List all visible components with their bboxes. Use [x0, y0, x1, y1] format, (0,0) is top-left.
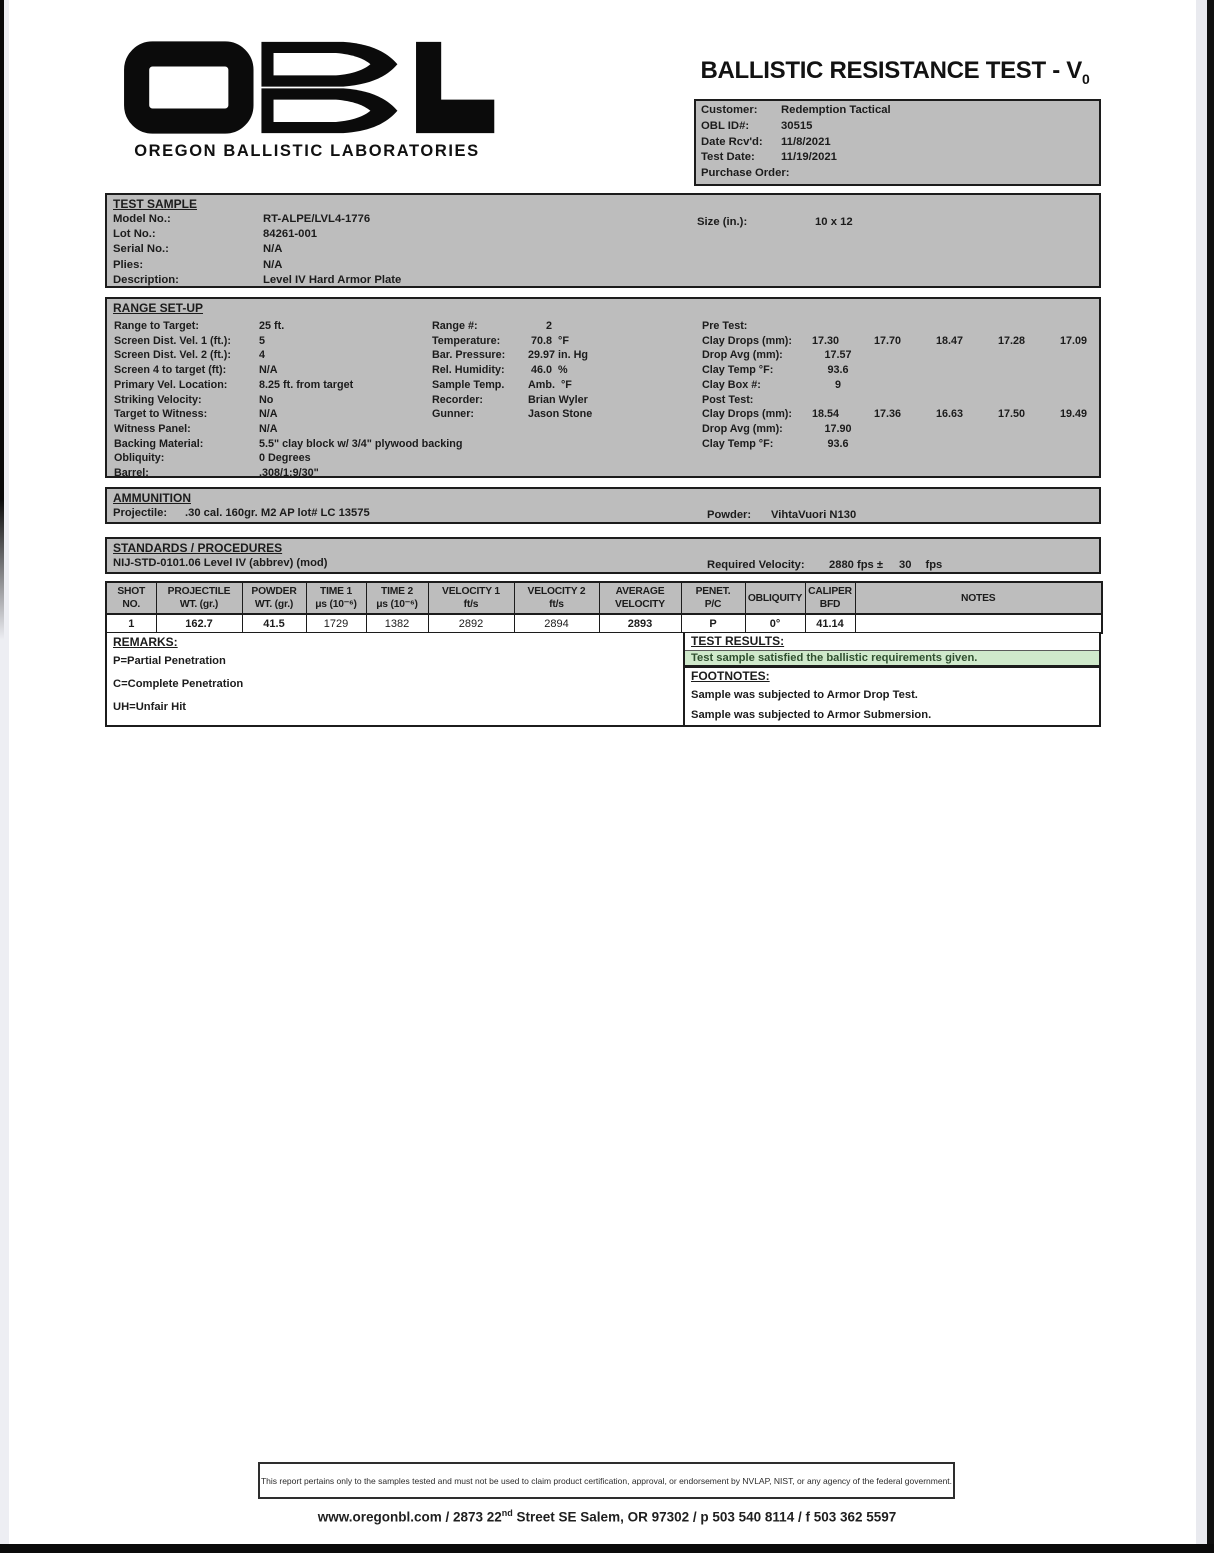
post-test-drop-avg: [702, 422, 1122, 437]
field-value: 30515: [781, 119, 813, 132]
field-value: 8.25 ft. from target: [259, 378, 354, 391]
col-caliper-bfd: CALIPER BFD: [805, 582, 855, 614]
field-value: Level IV Hard Armor Plate: [263, 273, 402, 286]
required-velocity-field: [707, 559, 942, 571]
field-value: 29.97 in. Hg: [528, 349, 589, 362]
field-row: [114, 407, 462, 422]
field-value: 9: [834, 378, 841, 391]
field-value: 93.6: [827, 437, 849, 450]
footnote-line: Sample was subjected to Armor Drop Test.: [691, 689, 918, 701]
field-label: Test Date:: [701, 151, 755, 164]
info-row-purchase-order: [701, 166, 1094, 182]
field-value: Brian Wyler: [528, 393, 588, 406]
info-row-customer: [701, 103, 1094, 119]
field-row: [432, 334, 592, 349]
col-velocity2: VELOCITY 2 ft/s: [514, 582, 599, 614]
field-value: 93.6: [827, 364, 849, 377]
col-notes: NOTES: [855, 582, 1102, 614]
field-value: 0 Degrees: [259, 452, 311, 465]
field-label: Primary Vel. Location:: [114, 378, 228, 391]
field-label: Witness Panel:: [114, 422, 191, 435]
disclaimer-box: [258, 1462, 955, 1499]
clay-drop-value: 16.63: [936, 408, 964, 421]
cell-projectile-wt: 162.7: [156, 614, 242, 633]
info-row-test-date: [701, 150, 1094, 166]
post-test-title: Post Test:: [702, 393, 754, 406]
address-text: www.oregonbl.com / 2873 22: [317, 1509, 502, 1525]
clay-drop-value: 17.50: [998, 408, 1026, 421]
field-label: Description:: [113, 273, 179, 286]
field-label: Recorder:: [432, 393, 484, 406]
clay-drop-value: 18.54: [812, 408, 840, 421]
info-row-date-rcvd: [701, 135, 1094, 151]
field-label: Screen 4 to target (ft):: [114, 364, 227, 377]
field-label: Clay Temp °F:: [702, 437, 774, 450]
field-row: [432, 319, 592, 334]
field-label: Bar. Pressure:: [432, 349, 506, 362]
field-row: [114, 422, 462, 437]
field-label: Clay Temp °F:: [702, 364, 774, 377]
field-value: Amb. °F: [528, 378, 572, 391]
field-value: 4: [259, 349, 266, 362]
field-value: No: [259, 393, 274, 406]
field-row: [113, 258, 1093, 273]
field-row: [113, 273, 1093, 288]
field-label: Required Velocity:: [707, 559, 805, 571]
field-label: Backing Material:: [114, 437, 204, 450]
range-setup-section: [105, 297, 1101, 478]
test-result-highlight: Test sample satisfied the ballistic requirements given.: [685, 650, 1099, 668]
field-value: N/A: [259, 422, 278, 435]
field-label: Rel. Humidity:: [432, 364, 505, 377]
cell-powder-wt: 41.5: [242, 614, 306, 633]
field-row: [114, 378, 462, 393]
field-label: OBL ID#:: [701, 119, 750, 132]
clay-drop-value: 17.30: [812, 334, 840, 347]
customer-info-box: [694, 99, 1101, 186]
pre-test-clay-temp: [702, 363, 1122, 378]
tolerance-value: 30: [899, 559, 912, 571]
test-results-panel: [685, 633, 1099, 725]
field-value: 11/19/2021: [781, 151, 837, 164]
obl-logo-block: [118, 40, 503, 161]
field-label: Clay Drops (mm):: [702, 334, 792, 347]
field-row: [113, 212, 1093, 227]
field-value: 84261-001: [263, 228, 318, 241]
cell-caliper-bfd: 41.14: [805, 614, 855, 633]
range-setup-right-column: [702, 319, 1122, 451]
powder-field: [707, 509, 856, 521]
field-label: Powder:: [707, 509, 752, 521]
col-time2: TIME 2 μs (10⁻⁶): [366, 582, 428, 614]
field-value: 46.0 %: [528, 364, 568, 377]
col-obliquity: OBLIQUITY: [745, 582, 805, 614]
field-value: 11/8/2021: [781, 135, 831, 148]
field-label: Screen Dist. Vel. 2 (ft.):: [114, 349, 231, 362]
field-row: [114, 393, 462, 408]
field-label: Purchase Order:: [701, 167, 790, 180]
field-label: Drop Avg (mm):: [702, 422, 783, 435]
field-value: Jason Stone: [528, 408, 593, 421]
field-value: 2: [528, 320, 553, 332]
field-row: [114, 319, 462, 334]
info-row-obl-id: [701, 119, 1094, 135]
field-value: 70.8 °F: [528, 334, 569, 347]
remarks-header: REMARKS:: [113, 635, 178, 649]
footnote-line: Sample was subjected to Armor Submersion.: [691, 709, 932, 721]
test-sample-section: [105, 193, 1101, 288]
cell-velocity1: 2892: [428, 614, 514, 633]
page-title: [660, 57, 1130, 87]
cell-time1: 1729: [306, 614, 366, 633]
field-row: [114, 363, 462, 378]
field-label: Clay Drops (mm):: [702, 408, 792, 421]
field-value: 10 x 12: [815, 216, 853, 228]
projectile-field: [113, 506, 1093, 521]
results-block: [105, 581, 1101, 727]
scan-edge-left-black: [0, 0, 4, 640]
clay-drop-value: 17.36: [874, 408, 902, 421]
pre-test-clay-drops: [702, 334, 1122, 349]
cell-shot-no: 1: [106, 614, 156, 633]
clay-drop-value: 18.47: [936, 334, 964, 347]
clay-drop-value: 19.49: [1060, 408, 1088, 421]
field-row: [432, 363, 592, 378]
field-label: Obliquity:: [114, 452, 165, 465]
remarks-line: C=Complete Penetration: [113, 678, 244, 690]
field-row: [113, 242, 1093, 257]
field-label: Model No.:: [113, 213, 171, 225]
field-row: [113, 227, 1093, 242]
field-value: N/A: [263, 258, 283, 271]
field-label: Projectile:: [113, 507, 168, 519]
field-value: 17.90: [824, 422, 852, 435]
field-value: N/A: [259, 364, 278, 377]
field-row: [432, 407, 592, 422]
cell-avg-velocity: 2893: [599, 614, 681, 633]
field-row: [114, 334, 462, 349]
section-header: STANDARDS / PROCEDURES: [113, 541, 283, 555]
field-label: Range to Target:: [114, 320, 199, 332]
pre-test-drop-avg: [702, 348, 1122, 363]
footer-address: [0, 1508, 1214, 1525]
field-row: [432, 348, 592, 363]
field-value: N/A: [263, 243, 283, 256]
field-label: Striking Velocity:: [114, 393, 202, 406]
field-value: VihtaVuori N130: [771, 509, 857, 521]
cell-notes: [855, 614, 1102, 633]
field-value: N/A: [259, 408, 278, 421]
shot-table-data-row: [106, 614, 1102, 633]
col-time1: TIME 1 μs (10⁻⁶): [306, 582, 366, 614]
post-test-clay-temp: [702, 437, 1122, 452]
field-value: 5: [259, 334, 266, 347]
remarks-line: P=Partial Penetration: [113, 655, 226, 667]
range-setup-left-column: [114, 319, 462, 481]
standards-section: [105, 537, 1101, 574]
page-title-text: BALLISTIC RESISTANCE TEST - V: [700, 57, 1083, 84]
remarks-panel: [107, 633, 685, 725]
remarks-line: UH=Unfair Hit: [113, 701, 187, 713]
clay-drop-value: 17.09: [1060, 334, 1088, 347]
field-label: Drop Avg (mm):: [702, 349, 783, 362]
field-label: Temperature:: [432, 334, 501, 347]
page-title-subscript: 0: [1082, 70, 1090, 87]
clay-drop-value: 17.70: [874, 334, 902, 347]
shot-table: [105, 581, 1103, 634]
ammunition-section: [105, 487, 1101, 524]
field-row: [432, 378, 592, 393]
field-value: Redemption Tactical: [781, 104, 891, 116]
pre-test-clay-box: [702, 378, 1122, 393]
post-test-clay-drops: [702, 407, 1122, 422]
field-value: 17.57: [824, 349, 852, 362]
shot-table-header-row: [106, 582, 1102, 614]
field-label: Screen Dist. Vel. 1 (ft.):: [114, 334, 231, 347]
field-label: Size (in.):: [697, 216, 748, 228]
col-shot-no: SHOT NO.: [106, 582, 156, 614]
section-header: TEST SAMPLE: [113, 197, 198, 211]
field-label: Gunner:: [432, 408, 474, 421]
col-avg-velocity: AVERAGE VELOCITY: [599, 582, 681, 614]
logo-caption: OREGON BALLISTIC LABORATORIES: [134, 142, 480, 160]
field-value: .308/1:9/30": [259, 467, 319, 480]
clay-drop-value: 17.28: [998, 334, 1026, 347]
section-header: AMMUNITION: [113, 491, 191, 505]
procedure-value: NIJ-STD-0101.06 Level IV (abbrev) (mod): [113, 557, 328, 569]
col-velocity1: VELOCITY 1 ft/s: [428, 582, 514, 614]
field-row: [114, 451, 462, 466]
field-label: Clay Box #:: [702, 378, 761, 391]
field-row: [114, 348, 462, 363]
cell-time2: 1382: [366, 614, 428, 633]
scan-edge-bottom-black: [0, 1544, 1214, 1553]
obl-logo-icon: [118, 40, 498, 135]
test-results-header: TEST RESULTS:: [691, 634, 785, 648]
pre-test-title: Pre Test:: [702, 320, 748, 332]
field-label: Customer:: [701, 104, 758, 116]
field-label: Target to Witness:: [114, 408, 208, 421]
cell-obliquity: 0°: [745, 614, 805, 633]
size-field: [697, 216, 853, 228]
field-label: Date Rcv'd:: [701, 135, 763, 148]
field-value: 2880 fps ±: [829, 559, 884, 571]
field-value: 5.5" clay block w/ 3/4" plywood backing: [259, 437, 463, 450]
field-label: Range #:: [432, 320, 478, 332]
col-powder-wt: POWDER WT. (gr.): [242, 582, 306, 614]
field-row: [114, 437, 462, 452]
field-value: RT-ALPE/LVL4-1776: [263, 213, 371, 225]
field-label: Serial No.:: [113, 243, 169, 256]
scan-edge-right-black: [1207, 0, 1214, 1553]
tolerance-unit: fps: [925, 559, 943, 571]
remarks-results-area: [105, 633, 1101, 727]
address-text: Street SE Salem, OR 97302 / p 503 540 8114 / f 503 362 5597: [512, 1509, 897, 1525]
address-superscript: nd: [501, 1508, 513, 1518]
field-row: [432, 393, 592, 408]
range-setup-middle-column: [432, 319, 592, 422]
section-header: RANGE SET-UP: [113, 301, 204, 315]
footnotes-header: FOOTNOTES:: [691, 669, 770, 683]
col-penet: PENET. P/C: [681, 582, 745, 614]
field-label: Lot No.:: [113, 228, 156, 241]
field-value: .30 cal. 160gr. M2 AP lot# LC 13575: [185, 507, 370, 519]
col-projectile-wt: PROJECTILE WT. (gr.): [156, 582, 242, 614]
field-label: Barrel:: [114, 467, 149, 480]
cell-velocity2: 2894: [514, 614, 599, 633]
field-value: 25 ft.: [259, 320, 285, 332]
disclaimer-text: This report pertains only to the samples tested and must not be used to claim product certification, approval, or endorsement by NVLAP, NIST, or any agency of the federal government.: [260, 1475, 953, 1486]
field-row: [114, 466, 462, 481]
cell-penet: P: [681, 614, 745, 633]
field-label: Plies:: [113, 258, 144, 271]
field-label: Sample Temp.: [432, 378, 505, 391]
